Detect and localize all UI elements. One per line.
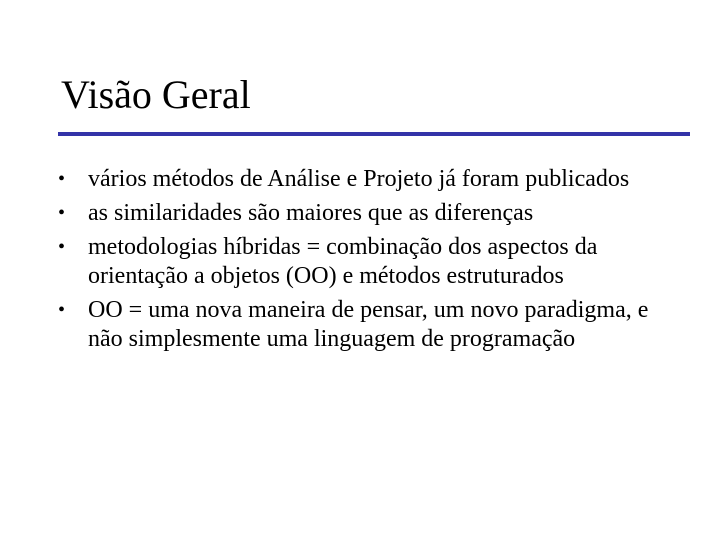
bullet-item (58, 233, 678, 291)
slide-title: Visão Geral (61, 72, 251, 117)
bullet-text: as similaridades são maiores que as diferenças (88, 200, 534, 226)
bullet-dot-icon: • (58, 299, 66, 321)
bullet-dot-icon: • (58, 236, 66, 258)
bullet-dot-icon: • (58, 202, 66, 224)
title-divider (58, 132, 690, 136)
bullet-dot-icon: • (58, 168, 66, 190)
bullet-item (58, 165, 678, 194)
bullet-text: OO = uma nova maneira de pensar, um novo paradigma, e não simplesmente uma linguagem de programação (88, 297, 649, 352)
bullet-list (58, 165, 678, 359)
bullet-text: metodologias híbridas = combinação dos aspectos da orientação a objetos (OO) e métodos estruturados (88, 234, 598, 289)
bullet-text: vários métodos de Análise e Projeto já foram publicados (88, 166, 630, 192)
bullet-item (58, 296, 678, 354)
bullet-item (58, 199, 678, 228)
